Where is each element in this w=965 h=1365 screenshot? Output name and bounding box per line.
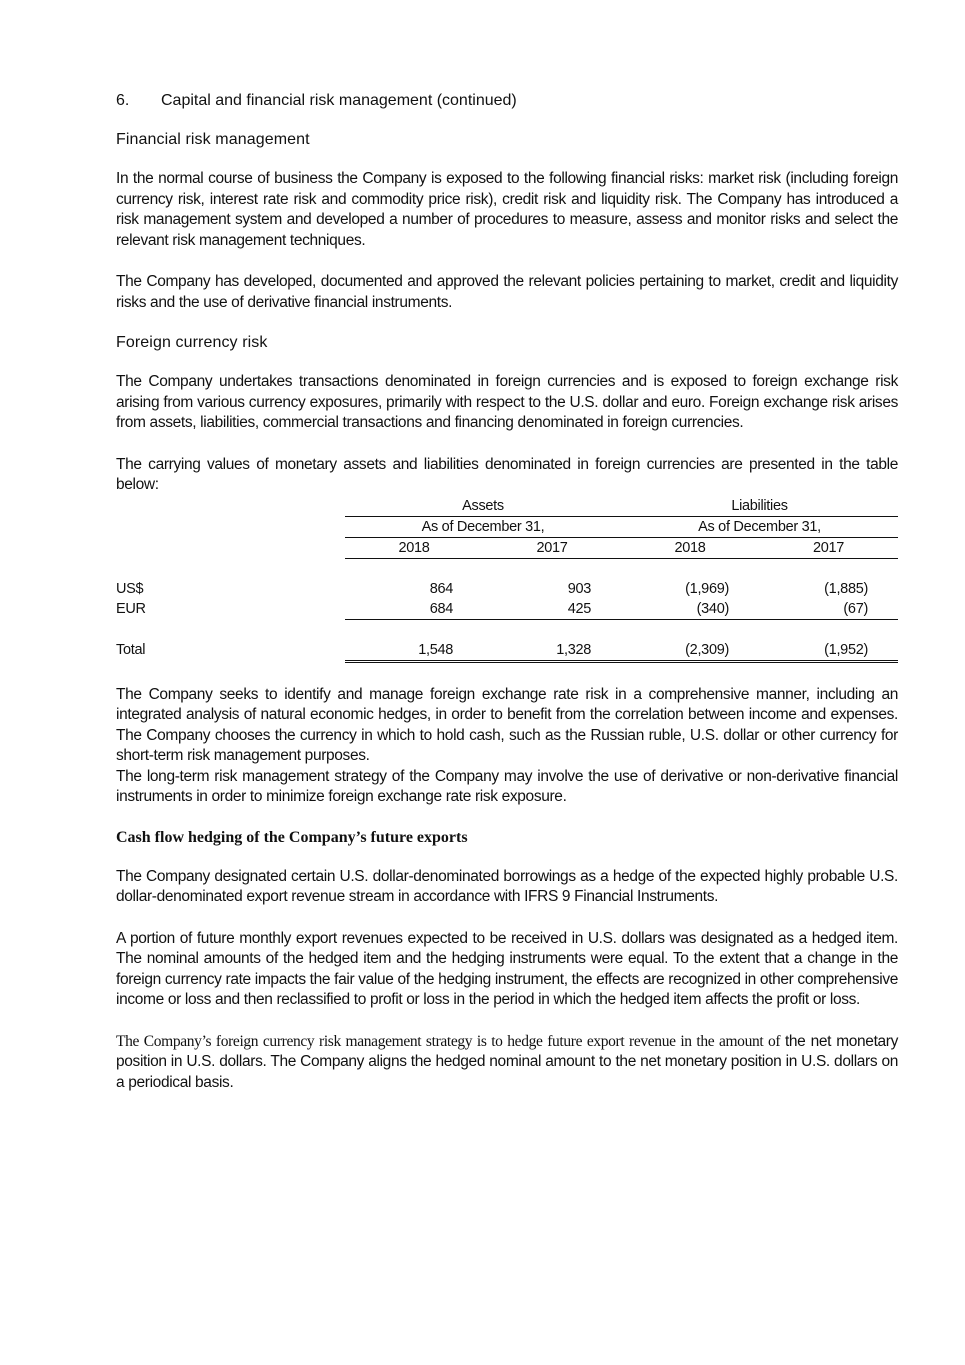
cash-flow-paragraph-3-rest: the net monetary position in U.S. dollars. The Company aligns the hedged nominal amount to the net monetary position in U.S. dollars on a periodical basis. xyxy=(116,1032,899,1091)
table-cell: 425 xyxy=(483,599,621,620)
total-cell: (1,952) xyxy=(759,640,898,662)
after-table-paragraph-2: The long-term risk management strategy of the Company may involve the use of derivative or non-derivative financial instruments in order to minimize foreign exchange rate risk exposure. xyxy=(116,767,898,805)
year-header: 2018 xyxy=(621,537,759,558)
cash-flow-heading: Cash flow hedging of the Company’s future exports xyxy=(116,828,468,846)
assets-header: Assets xyxy=(345,496,621,517)
table-cell: 864 xyxy=(429,580,453,597)
assets-asof-header: As of December 31, xyxy=(345,516,621,537)
after-table-paragraph-1: The Company seeks to identify and manage foreign exchange rate risk in a comprehensive manner, including an integrated analysis of natural economic hedges, in order to benefit from the correlation between income and expenses. The Company chooses the currency in which to hold cash, such as the Russian ruble, U.S. dollar or other currency for short-term risk management purposes. xyxy=(116,685,898,764)
document-page xyxy=(116,92,898,1114)
table-cell: (340) xyxy=(621,599,759,620)
table-asof-row xyxy=(116,516,898,537)
liabilities-header: Liabilities xyxy=(621,496,898,517)
total-cell: 1,328 xyxy=(483,640,621,662)
section-number: 6. xyxy=(116,92,130,109)
table-cell: 684 xyxy=(345,599,483,620)
cash-flow-paragraph-1: The Company designated certain U.S. dollar-denominated borrowings as a hedge of the expected highly probable U.S. dollar-denominated export revenue stream in accordance with IFRS 9 Financial Instruments. xyxy=(116,867,898,905)
table-cell: (1,885) xyxy=(824,580,868,597)
year-header: 2017 xyxy=(483,537,621,558)
total-cell: 1,548 xyxy=(345,640,483,662)
liabilities-asof-header: As of December 31, xyxy=(621,516,898,537)
table-total-row xyxy=(116,640,898,662)
row-label: EUR xyxy=(116,600,146,617)
cash-flow-paragraph-2: A portion of future monthly export revenues expected to be received in U.S. dollars was designated as a hedged item. The nominal amounts of the hedged item and the hedging instruments were equal. To the extent that a change in the foreign currency rate impacts the fair value of the hedging instrument, the effects are recognized in other comprehensive income or loss and then reclassified to profit or loss in the period in which the hedged item affects the profit or loss. xyxy=(116,929,898,1008)
table-cell: (67) xyxy=(759,599,898,620)
total-label: Total xyxy=(116,642,146,659)
year-header: 2018 xyxy=(345,537,483,558)
cash-flow-paragraph-3 xyxy=(116,1032,898,1094)
section-title-text: Capital and financial risk management (continued) xyxy=(161,92,517,109)
section-title xyxy=(116,92,898,110)
total-cell: (2,309) xyxy=(621,640,759,662)
foreign-currency-heading: Foreign currency risk xyxy=(116,334,268,351)
financial-risk-paragraph-2: The Company has developed, documented and approved the relevant policies pertaining to market, credit and liquidity risks and the use of derivative financial instruments. xyxy=(116,273,898,311)
table-row xyxy=(116,599,898,620)
financial-risk-heading: Financial risk management xyxy=(116,131,310,148)
row-label: US$ xyxy=(116,580,144,597)
foreign-currency-paragraph-1: The Company undertakes transactions denominated in foreign currencies and is exposed to foreign exchange risk arising from various currency exposures, primarily with respect to the U.S. dollar and euro. Foreign exchange risk arises from assets, liabilities, commercial transactions and financing denominated in foreign currencies. xyxy=(116,373,898,431)
foreign-currency-paragraph-2: The carrying values of monetary assets and liabilities denominated in foreign currencies are presented in the table below: xyxy=(116,455,898,493)
cash-flow-paragraph-3-serif: The Company’s foreign currency risk management strategy is to hedge future export revenue in the amount of xyxy=(116,1032,781,1050)
year-header: 2017 xyxy=(759,537,898,558)
table-cell: (1,969) xyxy=(685,580,729,597)
currency-exposure-table xyxy=(116,496,898,663)
financial-risk-paragraph-1: In the normal course of business the Company is exposed to the following financial risks: market risk (including foreign currency risk, interest rate risk and commodity price risk), credit risk and liquidity risk. The Company has introduced a risk management system and developed a number of procedures to measure, assess and monitor risks and select the relevant risk management techniques. xyxy=(116,170,898,249)
table-group-header-row xyxy=(116,496,898,517)
table-row xyxy=(116,579,898,599)
table-cell: 903 xyxy=(567,580,591,597)
table-year-row xyxy=(116,537,898,558)
